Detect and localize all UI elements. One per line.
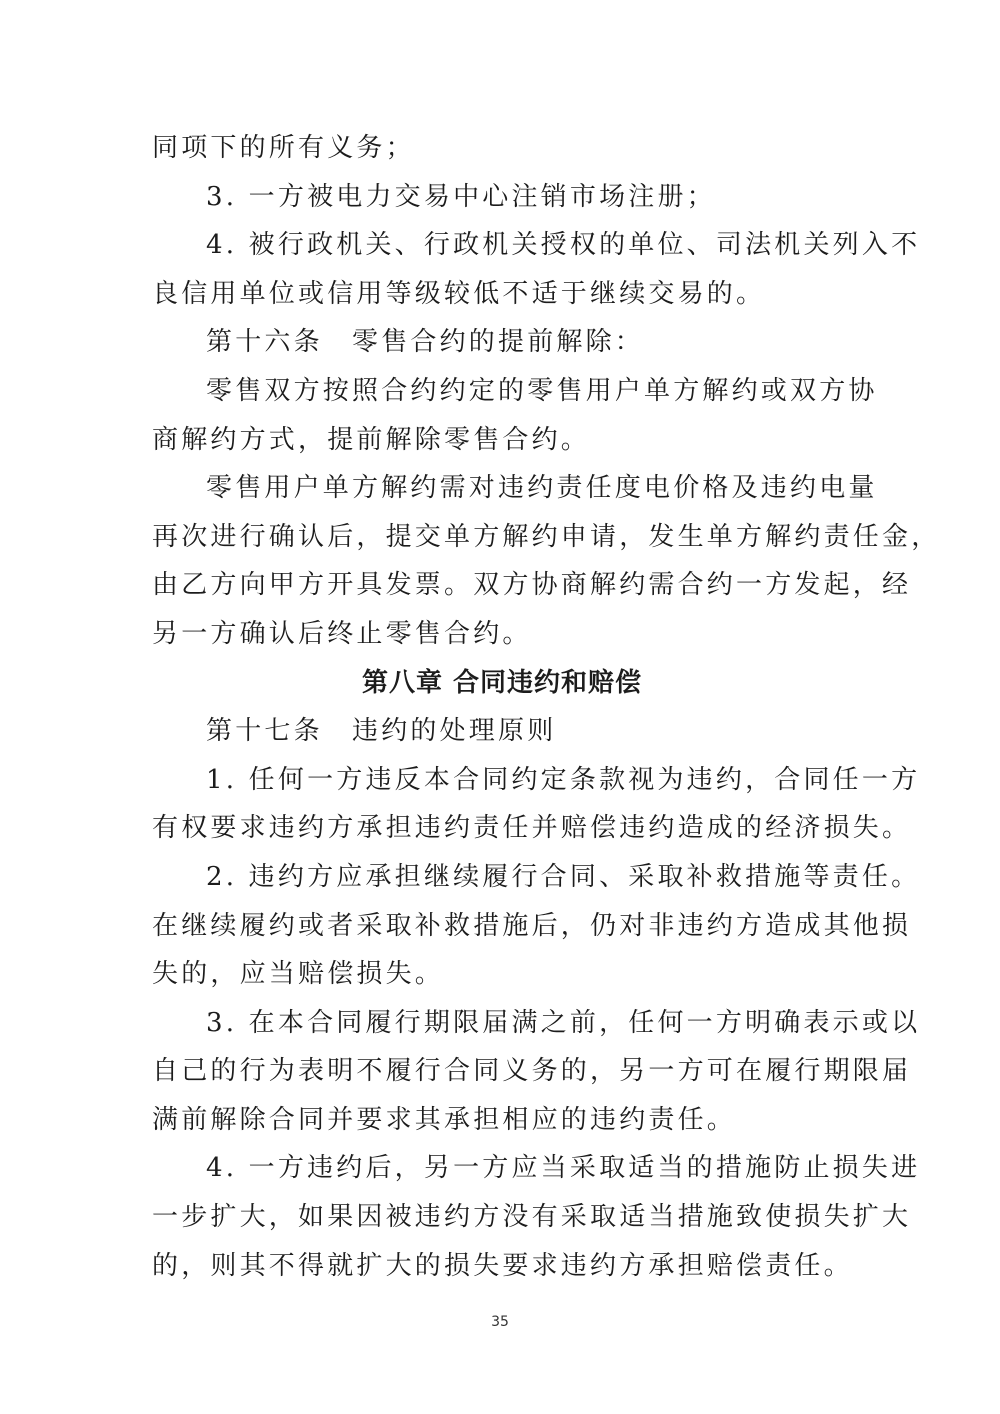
text-line: 3. 一方被电力交易中心注销市场注册； (206, 181, 716, 212)
text-line: 自己的行为表明不履行合同义务的，另一方可在履行期限届 (152, 1056, 912, 1087)
text-line: 满前解除合同并要求其承担相应的违约责任。 (152, 1104, 737, 1135)
chapter-heading: 第八章 合同违约和赔偿 (361, 667, 643, 698)
text-line: 4. 一方违约后，另一方应当采取适当的措施防止损失进 (206, 1153, 921, 1184)
text-line: 由乙方向甲方开具发票。双方协商解约需合约一方发起，经 (152, 570, 912, 601)
text-line: 2. 违约方应承担继续履行合同、采取补救措施等责任。 (206, 861, 921, 892)
text-line: 失的，应当赔偿损失。 (152, 959, 445, 990)
text-line: 商解约方式，提前解除零售合约。 (152, 424, 591, 455)
text-line: 3. 在本合同履行期限届满之前，任何一方明确表示或以 (206, 1007, 921, 1038)
article-title: 第十六条 零售合约的提前解除： (206, 327, 645, 358)
text-line: 在继续履约或者采取补救措施后，仍对非违约方造成其他损 (152, 910, 912, 941)
text-line: 另一方确认后终止零售合约。 (152, 618, 532, 649)
text-line: 的，则其不得就扩大的损失要求违约方承担赔偿责任。 (152, 1250, 853, 1281)
text-line: 1. 任何一方违反本合同约定条款视为违约，合同任一方 (206, 764, 921, 795)
text-line: 同项下的所有义务； (152, 133, 415, 163)
text-line: 良信用单位或信用等级较低不适于继续交易的。 (152, 278, 766, 309)
document-body (152, 124, 941, 1290)
text-line: 零售用户单方解约需对违约责任度电价格及违约电量 (206, 473, 878, 504)
article-title: 第十七条 违约的处理原则 (206, 716, 557, 747)
text-line: 有权要求违约方承担违约责任并赔偿违约造成的经济损失。 (152, 813, 912, 844)
page-number: 35 (491, 1314, 509, 1330)
text-line: 4. 被行政机关、行政机关授权的单位、司法机关列入不 (206, 230, 921, 261)
text-line: 零售双方按照合约约定的零售用户单方解约或双方协 (206, 375, 878, 406)
text-line: 一步扩大，如果因被违约方没有采取适当措施致使损失扩大 (152, 1202, 912, 1233)
text-line: 再次进行确认后，提交单方解约申请，发生单方解约责任金， (152, 521, 941, 552)
